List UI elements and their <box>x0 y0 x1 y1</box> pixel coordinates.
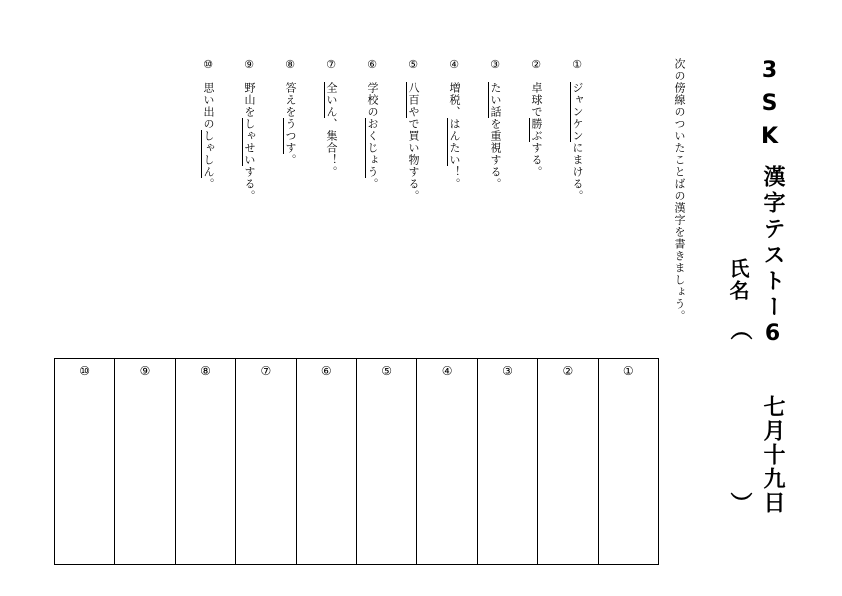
instruction-ruby-word: 傍線 <box>673 82 686 106</box>
question-number: ⑦ <box>326 58 336 71</box>
question-underlined: しゃしん <box>202 130 215 178</box>
answer-cell[interactable] <box>235 359 295 564</box>
question-text <box>366 82 379 190</box>
question-text <box>243 82 256 202</box>
question-underlined: はんたい <box>448 118 461 166</box>
question-number: ① <box>572 58 582 71</box>
answer-cell[interactable] <box>175 359 235 564</box>
test-title: 漢字テストー6 <box>760 165 785 350</box>
question-post: 。 <box>284 154 297 166</box>
name-paren-close: ） <box>727 492 752 514</box>
answer-cell[interactable] <box>416 359 476 564</box>
question-post: にまける。 <box>571 142 584 202</box>
question-number: ④ <box>449 58 459 71</box>
question-text <box>284 82 297 166</box>
question-underlined: 八百や <box>407 82 420 118</box>
question-pre: 答えを <box>284 82 297 118</box>
answer-cell[interactable] <box>356 359 416 564</box>
answer-cell[interactable] <box>296 359 356 564</box>
question-post: 。 <box>202 178 215 190</box>
question-pre: 増税、 <box>448 82 461 118</box>
answer-cell[interactable] <box>598 359 658 564</box>
answer-cell[interactable] <box>537 359 597 564</box>
question-post: 。 <box>366 178 379 190</box>
question-text <box>407 82 420 202</box>
question-number: ⑥ <box>367 58 377 71</box>
answer-cell-number: ⑤ <box>381 364 393 378</box>
question-number: ⑩ <box>203 58 213 71</box>
question-underlined: しゃせい <box>243 118 256 166</box>
question-pre: 思い出の <box>202 82 215 130</box>
question-number: ② <box>531 58 541 71</box>
question-text <box>325 82 338 178</box>
question-underlined: おくじょう <box>366 118 379 178</box>
answer-cell-number: ④ <box>441 364 453 378</box>
answer-cell-number: ③ <box>502 364 513 378</box>
answer-cell[interactable] <box>477 359 537 564</box>
question-text <box>448 82 461 190</box>
question-number: ⑤ <box>408 58 418 71</box>
question-post: で買い物する。 <box>407 118 420 202</box>
question-number: ⑧ <box>285 58 295 71</box>
instruction-after: のついたことばの漢字を書きましょう。 <box>673 106 686 322</box>
question-post: ！。 <box>448 166 461 190</box>
answer-grid <box>54 358 659 565</box>
question-text <box>530 82 543 178</box>
answer-cell-number: ⑥ <box>320 364 332 378</box>
answer-cell-number: ⑩ <box>79 364 91 378</box>
answer-cell-number: ⑦ <box>260 364 272 378</box>
question-pre: 学校の <box>366 82 379 118</box>
name-label: 氏名 <box>726 258 750 302</box>
answer-cell[interactable] <box>114 359 174 564</box>
question-pre: 卓球で <box>530 82 543 118</box>
question-text <box>202 82 215 190</box>
name-paren-open: （ <box>727 318 752 340</box>
question-number: ③ <box>490 58 500 71</box>
question-text <box>489 82 502 190</box>
class-label: 3SK <box>757 58 782 157</box>
question-underlined: ジャンケン <box>571 82 584 142</box>
instruction-text <box>672 58 686 322</box>
question-underlined: 勝ぶ <box>530 118 543 142</box>
question-number: ⑨ <box>244 58 254 71</box>
instruction-before: 次の <box>673 58 686 82</box>
question-post: する。 <box>530 142 543 178</box>
question-underlined: たい話 <box>489 82 502 118</box>
question-underlined: 全いん <box>325 82 338 118</box>
answer-cell-number: ① <box>622 364 634 378</box>
answer-cell[interactable] <box>55 359 114 564</box>
question-post: を重視する。 <box>489 118 502 190</box>
answer-cell-number: ② <box>562 364 574 378</box>
question-post: する。 <box>243 166 256 202</box>
question-pre: 野山を <box>243 82 256 118</box>
answer-cell-number: ⑧ <box>200 364 211 378</box>
question-underlined: うつす <box>284 118 297 154</box>
question-text <box>571 82 584 202</box>
test-date: 七月十九日 <box>760 395 785 515</box>
answer-cell-number: ⑨ <box>139 364 151 378</box>
question-post: 、集合！。 <box>325 118 338 178</box>
